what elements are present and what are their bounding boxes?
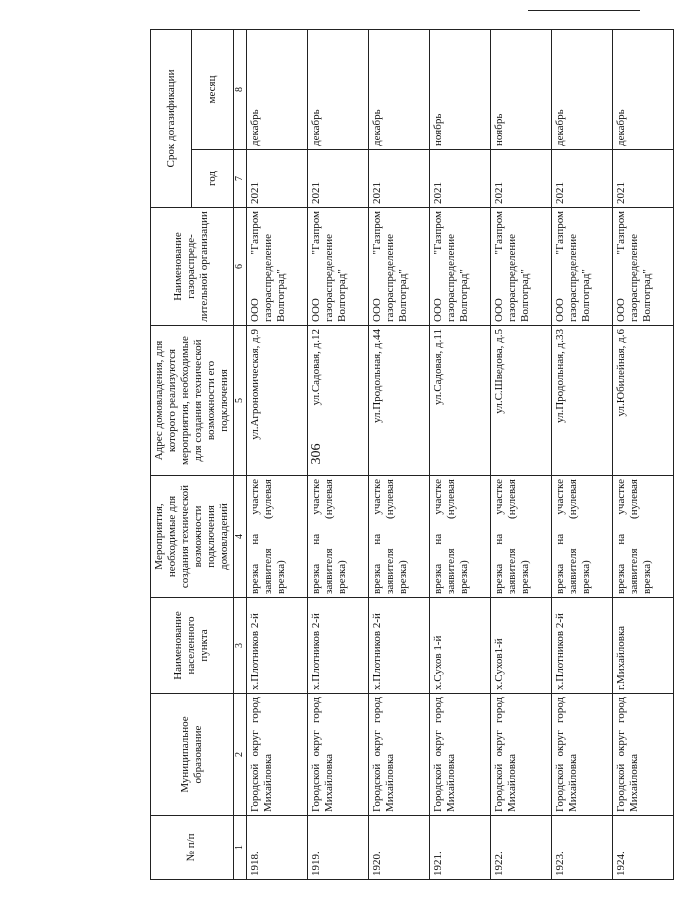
- row-org: ООО "Газпром газораспределение Волгоград": [551, 208, 612, 326]
- row-address: ул.Юбилейная, д.6: [612, 326, 673, 476]
- row-address: ул.Садовая, д.12: [307, 326, 368, 476]
- row-year: 2021: [429, 150, 490, 208]
- row-measures: врезка на участке заявителя (нулевая врезка): [368, 476, 429, 598]
- row-municipality: Городской округ город Михайловка: [307, 694, 368, 816]
- row-month: ноябрь: [429, 29, 490, 149]
- column-number: 2: [233, 694, 246, 816]
- row-org: ООО "Газпром газораспределение Волгоград": [429, 208, 490, 326]
- table-row: [307, 29, 368, 879]
- row-org: ООО "Газпром газораспределение Волгоград": [246, 208, 307, 326]
- row-measures: врезка на участке заявителя (нулевая врезка): [246, 476, 307, 598]
- row-settlement: х.Плотников 2-й: [246, 598, 307, 694]
- row-settlement: х.Плотников 2-й: [368, 598, 429, 694]
- column-number: 5: [233, 326, 246, 476]
- row-measures: врезка на участке заявителя (нулевая врезка): [490, 476, 551, 598]
- gasification-table: [150, 29, 674, 880]
- row-measures: врезка на участке заявителя (нулевая врезка): [307, 476, 368, 598]
- row-address: ул.Агрономическая, д.9: [246, 326, 307, 476]
- row-year: 2021: [246, 150, 307, 208]
- row-month: декабрь: [551, 29, 612, 149]
- row-num: 1923.: [551, 816, 612, 880]
- rotated-table-container: [150, 30, 653, 880]
- table-row: [429, 29, 490, 879]
- row-municipality: Городской округ город Михайловка: [246, 694, 307, 816]
- table-row: [246, 29, 307, 879]
- column-number: 7: [233, 150, 246, 208]
- row-year: 2021: [307, 150, 368, 208]
- row-year: 2021: [612, 150, 673, 208]
- column-number: 3: [233, 598, 246, 694]
- row-org: ООО "Газпром газораспределение Волгоград": [612, 208, 673, 326]
- row-month: декабрь: [368, 29, 429, 149]
- row-settlement: г.Михайловка: [612, 598, 673, 694]
- table-row: [368, 29, 429, 879]
- header-month: месяц: [192, 29, 233, 149]
- row-year: 2021: [490, 150, 551, 208]
- row-month: декабрь: [612, 29, 673, 149]
- row-num: 1922.: [490, 816, 551, 880]
- row-measures: врезка на участке заявителя (нулевая врезка): [551, 476, 612, 598]
- row-municipality: Городской округ город Михайловка: [490, 694, 551, 816]
- row-settlement: х.Плотников 2-й: [551, 598, 612, 694]
- row-settlement: х.Сухов1-й: [490, 598, 551, 694]
- header-municipality: Муниципальное образование: [151, 694, 234, 816]
- column-number: 4: [233, 476, 246, 598]
- column-number-row: [233, 29, 246, 879]
- row-num: 1918.: [246, 816, 307, 880]
- table-row: [490, 29, 551, 879]
- row-address: ул.Продольная, д.33: [551, 326, 612, 476]
- row-municipality: Городской округ город Михайловка: [612, 694, 673, 816]
- top-rule: [528, 10, 640, 11]
- table-row: [551, 29, 612, 879]
- row-num: 1921.: [429, 816, 490, 880]
- row-municipality: Городской округ город Михайловка: [368, 694, 429, 816]
- row-municipality: Городской округ город Михайловка: [551, 694, 612, 816]
- row-org: ООО "Газпром газораспределение Волгоград": [307, 208, 368, 326]
- row-org: ООО "Газпром газораспределение Волгоград": [368, 208, 429, 326]
- row-month: декабрь: [307, 29, 368, 149]
- header-term: Срок догазификации: [151, 29, 192, 207]
- row-num: 1924.: [612, 816, 673, 880]
- page-number: 306: [309, 443, 324, 465]
- header-address: Адрес домовладения, для которого реализуются мероприятия, необходимые для создания технической возможности его подключения: [151, 326, 234, 476]
- column-number: 6: [233, 208, 246, 326]
- column-number: 1: [233, 816, 246, 880]
- row-num: 1919.: [307, 816, 368, 880]
- header-year: год: [192, 150, 233, 208]
- row-municipality: Городской округ город Михайловка: [429, 694, 490, 816]
- row-measures: врезка на участке заявителя (нулевая врезка): [612, 476, 673, 598]
- row-address: ул.Продольная, д.44: [368, 326, 429, 476]
- header-num: № п/п: [151, 816, 234, 880]
- row-org: ООО "Газпром газораспределение Волгоград": [490, 208, 551, 326]
- column-number: 8: [233, 29, 246, 149]
- row-month: декабрь: [246, 29, 307, 149]
- row-address: ул.С.Шведова, д.5: [490, 326, 551, 476]
- row-year: 2021: [551, 150, 612, 208]
- header-measures: Мероприятия, необходимые для создания технической возможности подключения домовладений: [151, 476, 234, 598]
- header-org: Наименование газораспреде-лительной организации: [151, 208, 234, 326]
- row-settlement: х.Плотников 2-й: [307, 598, 368, 694]
- table-row: [612, 29, 673, 879]
- header-settlement: Наименование населенного пункта: [151, 598, 234, 694]
- row-num: 1920.: [368, 816, 429, 880]
- row-measures: врезка на участке заявителя (нулевая врезка): [429, 476, 490, 598]
- row-address: ул.Садовая, д.11: [429, 326, 490, 476]
- row-year: 2021: [368, 150, 429, 208]
- row-settlement: х.Сухов 1-й: [429, 598, 490, 694]
- row-month: ноябрь: [490, 29, 551, 149]
